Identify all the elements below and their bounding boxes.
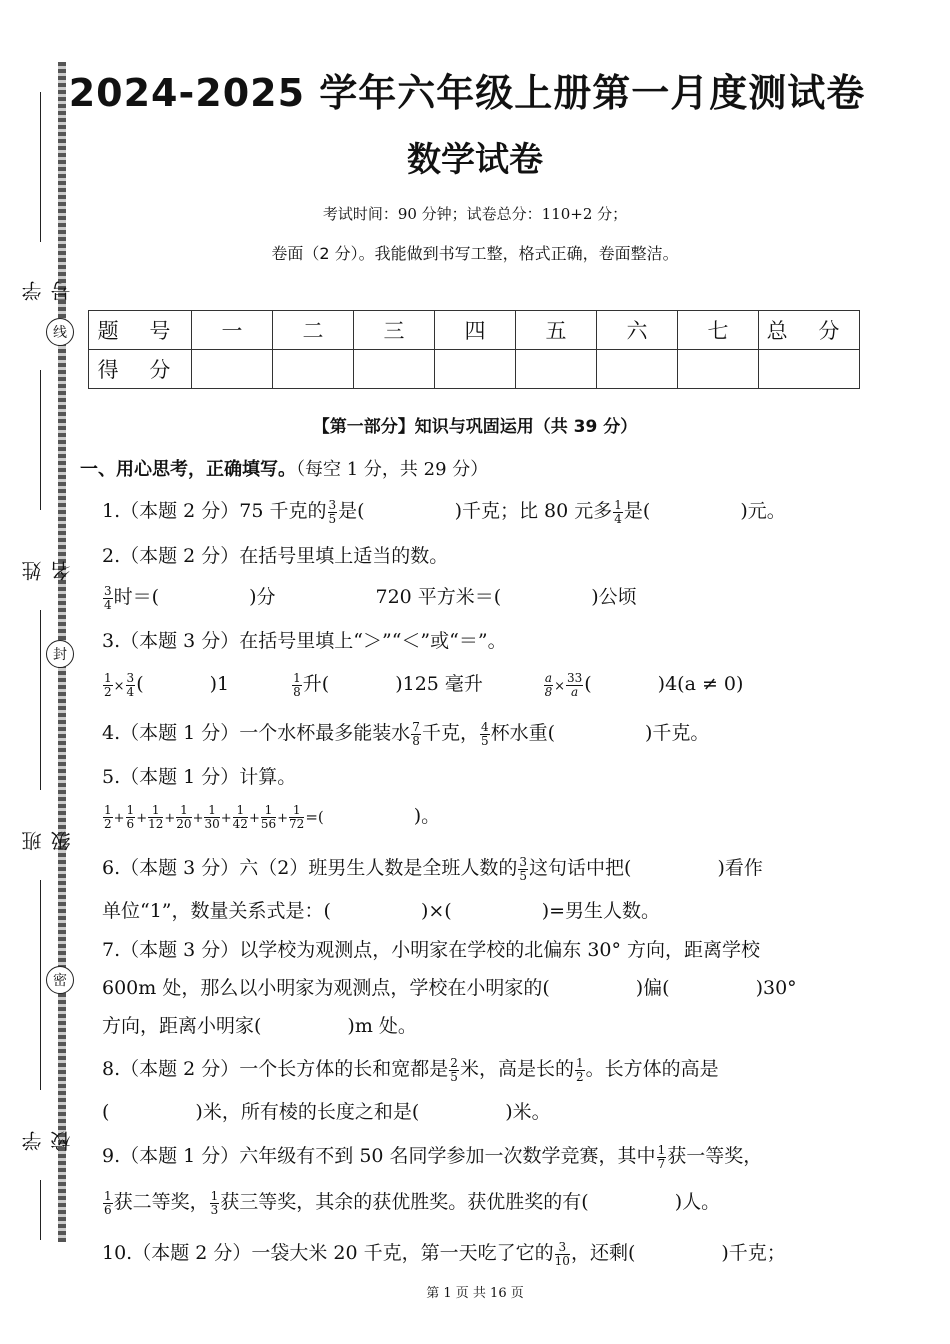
fraction: $\frac{7}{8}$ xyxy=(412,719,420,748)
score-row-label: 得 分 xyxy=(89,350,192,389)
binding-line xyxy=(40,880,41,1090)
question-5: 5.（本题 1 分）计算。 xyxy=(102,766,297,788)
exam-subtitle: 数学试卷 xyxy=(407,140,543,180)
fraction: $\frac{a}{8}$ xyxy=(544,670,553,699)
part-title: 【第一部分】知识与巩固运用（共 39 分） xyxy=(312,417,638,437)
question-2-items xyxy=(102,582,637,612)
score-cell[interactable] xyxy=(678,350,759,389)
fraction: $\frac{1}{4}$ xyxy=(614,497,622,526)
q1-text: )元。 xyxy=(740,500,786,522)
fraction: $\frac{1}{72}$ xyxy=(289,802,305,831)
q2-text: )分 xyxy=(249,586,276,608)
score-table xyxy=(88,310,860,389)
section-title xyxy=(80,455,488,481)
score-header-cell: 二 xyxy=(273,311,354,350)
section-heading: 一、用心思考，正确填写。 xyxy=(80,459,296,480)
question-6: 6.（本题 3 分）六（2）班男生人数是全班人数的 $\frac{3}{5}$ 这句话中把( )看作 xyxy=(102,854,763,883)
score-cell[interactable] xyxy=(597,350,678,389)
score-cell[interactable] xyxy=(516,350,597,389)
q1-text: )千克；比 80 元多 xyxy=(454,500,613,522)
binding-line xyxy=(40,610,41,790)
fraction: $\frac{1}{8}$ xyxy=(293,670,301,699)
fraction: $\frac{1}{42}$ xyxy=(232,802,248,831)
score-table-header-row xyxy=(89,311,860,350)
q1-text: 是( xyxy=(623,500,651,522)
question-2: 2.（本题 2 分）在括号里填上适当的数。 xyxy=(102,545,449,567)
fraction: $\frac{3}{5}$ xyxy=(519,854,528,883)
binding-line xyxy=(40,370,41,510)
question-3-items: $\frac{1}{2}$ × $\frac{3}{4}$ ( )1 $\frac{1}{8}$ 升( )125 毫升 $\frac{a}{8}$ × $\frac{33}{a}$ ( )4(a ≠ 0) xyxy=(104,670,744,699)
seal-line: 线 xyxy=(46,318,74,346)
question-8-line2: ( )米，所有棱的长度之和是( )米。 xyxy=(102,1101,551,1123)
exam-info: 考试时间：90 分钟；试卷总分：110+2 分； xyxy=(322,205,628,223)
score-cell[interactable] xyxy=(192,350,273,389)
q2-text: )公顷 xyxy=(591,586,637,608)
binding-label-school: 学 校 xyxy=(21,1119,74,1151)
score-cell[interactable] xyxy=(273,350,354,389)
question-10: 10.（本题 2 分）一袋大米 20 千克，第一天吃了它的 $\frac{3}{10}$ ，还剩( )千克； xyxy=(102,1239,786,1268)
score-header-cell: 三 xyxy=(354,311,435,350)
question-9: 9.（本题 1 分）六年级有不到 50 名同学参加一次数学竞赛，其中 $\frac{1}{7}$ 获一等奖， xyxy=(102,1142,763,1171)
seal-secret: 密 xyxy=(46,966,74,994)
fraction: $\frac{1}{6}$ xyxy=(104,1188,112,1217)
binding-label-student-id: 学 号 xyxy=(21,269,74,301)
question-6-line2: 单位“1”，数量关系式是：( )×( )=男生人数。 xyxy=(102,900,661,922)
question-4: 4.（本题 1 分）一个水杯最多能装水 $\frac{7}{8}$ 千克， $\frac{4}{5}$ 杯水重( )千克。 xyxy=(102,719,710,748)
fraction: $\frac{2}{5}$ xyxy=(450,1055,458,1084)
score-header-cell: 六 xyxy=(597,311,678,350)
fraction: $\frac{1}{2}$ xyxy=(104,670,112,699)
binding-label-name: 姓 名 xyxy=(21,549,74,581)
question-7-line3: 方向，距离小明家( )m 处。 xyxy=(102,1015,417,1037)
score-header-cell: 总 分 xyxy=(759,311,860,350)
q2-text: 720 平方米＝( xyxy=(375,586,502,608)
score-header-cell: 五 xyxy=(516,311,597,350)
question-7: 7.（本题 3 分）以学校为观测点，小明家在学校的北偏东 30° 方向，距离学校 xyxy=(102,939,761,961)
fraction: $\frac{33}{a}$ xyxy=(566,670,583,699)
fraction: $\frac{1}{2}$ xyxy=(575,1055,584,1084)
score-header-cell: 题 号 xyxy=(89,311,192,350)
binding-line xyxy=(40,1180,41,1240)
q1-text: 是( xyxy=(338,500,365,522)
question-9-line2: $\frac{1}{6}$ 获二等奖， $\frac{1}{3}$ 获三等奖，其余的获优胜奖。获优胜奖的有( )人。 xyxy=(104,1188,721,1217)
fraction: $\frac{1}{30}$ xyxy=(204,802,220,831)
binding-label-class: 班 级 xyxy=(21,819,74,851)
question-8: 8.（本题 2 分）一个长方体的长和宽都是 $\frac{2}{5}$ 米，高是长的 $\frac{1}{2}$ 。长方体的高是 xyxy=(102,1055,719,1084)
fraction: $\frac{4}{5}$ xyxy=(480,719,489,748)
fraction: $\frac{3}{10}$ xyxy=(554,1239,570,1268)
neatness-note: 卷面（2 分）。我能做到书写工整，格式正确，卷面整洁。 xyxy=(271,244,679,263)
score-header-cell: 四 xyxy=(435,311,516,350)
fraction: $\frac{3}{5}$ xyxy=(328,497,337,526)
score-header-cell: 七 xyxy=(678,311,759,350)
score-header-cell: 一 xyxy=(192,311,273,350)
fraction: $\frac{1}{12}$ xyxy=(148,802,164,831)
fraction: $\frac{1}{56}$ xyxy=(260,802,277,831)
score-cell[interactable] xyxy=(435,350,516,389)
question-7-line2: 600m 处，那么以小明家为观测点，学校在小明家的( )偏( )30° xyxy=(102,977,797,999)
question-1 xyxy=(102,496,786,526)
score-cell[interactable] xyxy=(759,350,860,389)
q2-text: 时＝( xyxy=(113,586,160,608)
fraction: $\frac{1}{2}$ xyxy=(104,802,112,831)
fraction: $\frac{1}{3}$ xyxy=(210,1188,219,1217)
fraction: $\frac{1}{7}$ xyxy=(657,1142,666,1171)
exam-title: 2024-2025 学年六年级上册第一月度测试卷 xyxy=(68,71,866,115)
fraction: $\frac{1}{20}$ xyxy=(176,802,192,831)
question-5-expression: $\frac{1}{2}$ + $\frac{1}{6}$ + $\frac{1}{12}$ + $\frac{1}{20}$ + $\frac{1}{30}$ + $\frac{1}{42}$ + $\frac{1}{56}$ + $\frac{1}{72}$ =( )。 xyxy=(104,802,441,831)
fraction: $\frac{3}{4}$ xyxy=(126,670,135,699)
score-cell[interactable] xyxy=(354,350,435,389)
seal-seal: 封 xyxy=(46,640,74,668)
section-note: （每空 1 分，共 29 分） xyxy=(296,459,489,480)
page-footer: 第 1 页 共 16 页 xyxy=(426,1286,524,1301)
score-table-score-row xyxy=(89,350,860,389)
q1-text: 1.（本题 2 分）75 千克的 xyxy=(102,500,327,522)
fraction: $\frac{3}{4}$ xyxy=(104,583,112,612)
fraction: $\frac{1}{6}$ xyxy=(126,802,135,831)
question-3: 3.（本题 3 分）在括号里填上“＞”“＜”或“＝”。 xyxy=(102,630,507,652)
